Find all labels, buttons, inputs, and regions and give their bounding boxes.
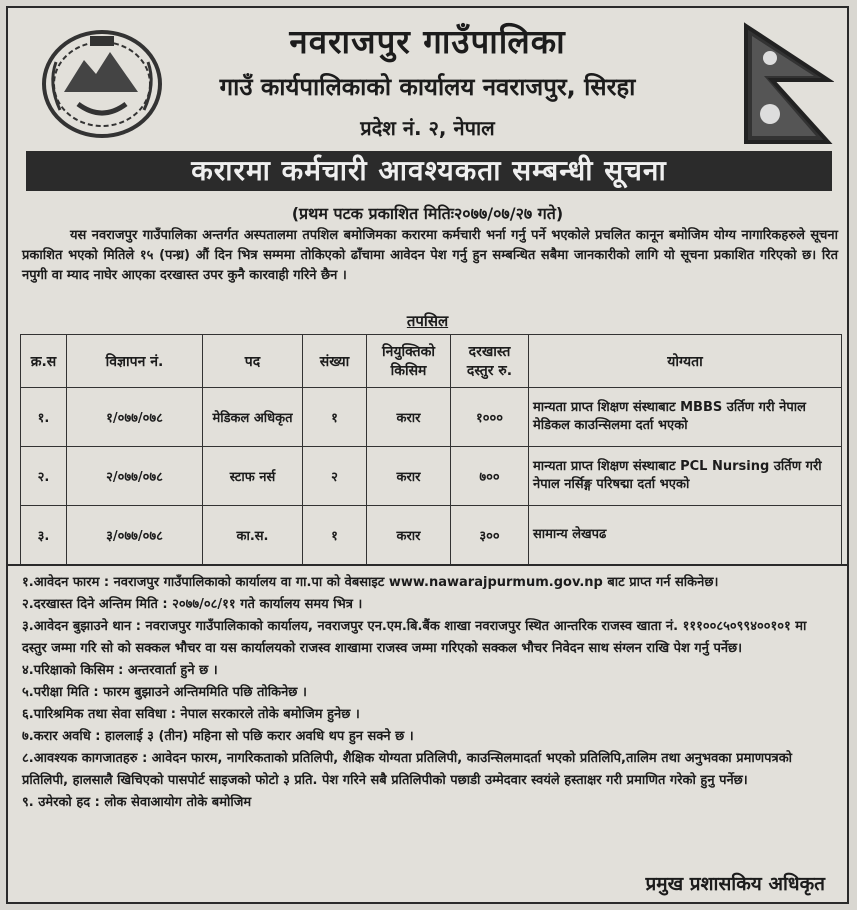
cell-post: स्टाफ नर्स xyxy=(203,447,303,506)
cell-qualification: मान्यता प्राप्त शिक्षण संस्थाबाट PCL Nursing उर्तिण गरी नेपाल नर्सिङ्ग परिषद्मा दर्ता भएको xyxy=(529,447,842,506)
col-header-type: नियुक्तिको किसिम xyxy=(367,335,451,388)
table-header-row xyxy=(21,335,842,388)
note-application-form: १.आवेदन फारम : नवराजपुर गाउँपालिकाको कार्यालय वा गा.पा को वेबसाइट www.nawarajpurmum.gov.np बाट प्राप्त गर्न सकिनेछ। xyxy=(22,575,719,590)
cell-ad-no: ३/०७७/०७८ xyxy=(67,506,203,565)
cell-count: १ xyxy=(303,388,367,447)
cell-ad-no: १/०७७/०७८ xyxy=(67,388,203,447)
cell-fee: ३०० xyxy=(451,506,529,565)
signatory-title: प्रमुख प्रशासकिय अधिकृत xyxy=(645,873,825,895)
col-header-qualification: योग्यता xyxy=(529,335,842,388)
vacancy-table xyxy=(20,334,842,565)
note-deadline: २.दरखास्त दिने अन्तिम मिति : २०७७/०८/११ गते कार्यालय समय भित्र । xyxy=(22,597,363,612)
note-required-documents: ८.आवश्यक कागजातहरु : आवेदन फारम, नागरिकताको प्रतिलिपी, शैक्षिक योग्यता प्रतिलिपी, काउन्सिलमादर्ता भएको प्रतिलिपि,तालिम तथा अनुभवका प्रमाणपत्रको प्रतिलिपी, हालसालै खिचिएको पासपोर्ट साइजको फोटो ३ प्रति. पेश गरिने सबै प्रतिलिपीको पछाडी उम्मेदवार स्वयंले हस्ताक्षर गरी प्रमाणित गरेको हुनु पर्नेछ। xyxy=(22,751,793,788)
cell-sn: २. xyxy=(21,447,67,506)
cell-qualification: सामान्य लेखपढ xyxy=(529,506,842,565)
cell-type: करार xyxy=(367,388,451,447)
note-age-limit: ९. उमेरको हद : लोक सेवाआयोग तोके बमोजिम xyxy=(22,795,252,810)
table-row xyxy=(21,388,842,447)
table-row xyxy=(21,447,842,506)
col-header-post: पद xyxy=(203,335,303,388)
col-header-ad-no: विज्ञापन नं. xyxy=(67,335,203,388)
cell-sn: १. xyxy=(21,388,67,447)
note-exam-type: ४.परिक्षाको किसिम : अन्तरवार्ता हुने छ । xyxy=(22,663,218,678)
notice-page xyxy=(6,6,849,904)
notice-banner: करारमा कर्मचारी आवश्यकता सम्बन्धी सूचना xyxy=(26,151,832,191)
note-contract-period: ७.करार अवधि : हाललाई ३ (तीन) महिना सो पछि करार अवधि थप हुन सक्ने छ । xyxy=(22,729,414,744)
col-header-count: संख्या xyxy=(303,335,367,388)
schedule-heading-text: तपसिल xyxy=(406,312,449,330)
cell-post: का.स. xyxy=(203,506,303,565)
cell-sn: ३. xyxy=(21,506,67,565)
note-exam-date: ५.परीक्षा मिति : फारम बुझाउने अन्तिममिति पछि तोकिनेछ । xyxy=(22,685,307,700)
notes-section xyxy=(8,564,847,814)
cell-fee: ७०० xyxy=(451,447,529,506)
province-line: प्रदेश नं. २, नेपाल xyxy=(360,116,495,140)
note-remuneration: ६.पारिश्रमिक तथा सेवा सविधा : नेपाल सरकारले तोके बमोजिम हुनेछ । xyxy=(22,707,360,722)
cell-post: मेडिकल अधिकृत xyxy=(203,388,303,447)
org-title: नवराजपुर गाउँपालिका xyxy=(289,22,566,61)
table-row xyxy=(21,506,842,565)
nepal-flag-icon xyxy=(742,22,834,146)
cell-qualification: मान्यता प्राप्त शिक्षण संस्थाबाट MBBS उर्तिण गरी नेपाल मेडिकल काउन्सिलमा दर्ता भएको xyxy=(529,388,842,447)
office-name: गाउँ कार्यपालिकाको कार्यालय नवराजपुर, सिरहा xyxy=(219,73,636,101)
col-header-sn: क्र.स xyxy=(21,335,67,388)
intro-paragraph xyxy=(22,226,838,286)
cell-count: २ xyxy=(303,447,367,506)
intro-text: यस नवराजपुर गाउँपालिका अन्तर्गत अस्पतालमा तपशिल बमोजिमका करारमा कर्मचारी भर्ना गर्नु पर्ने भएकोले प्रचलित कानून बमोजिम योग्य नागारिकहरुले सूचना प्रकाशित भएको मितिले १५ (पन्ध्र) औं दिन भित्र सम्ममा तोकिएको ढाँचामा आवेदन पेश गर्नु हुन सम्बन्धित सबैमा जानकारीको लागि यो सूचना प्रकाशित गरिएको छ। रित नपुगी वा म्याद नाघेर आएका दरखास्त उपर कुनै कारवाही गरिने छैन । xyxy=(22,228,838,283)
cell-ad-no: २/०७७/०७८ xyxy=(67,447,203,506)
notice-header xyxy=(8,8,847,148)
note-submission-place: ३.आवेदन बुझाउने थान : नवराजपुर गाउँपालिकाको कार्यालय, नवराजपुर एन.एम.बि.बैंक शाखा नवराजपुर स्थित आन्तरिक राजस्व खाता नं. १११००८५०९९४००१०१ मा दस्तुर जम्मा गरि सो को सक्कल भौचर वा यस कार्यालयको राजस्व शाखामा राजस्व जम्मा गरिएको सक्कल भौचर निवेदन साथ संग्लन राखि पेश गर्नु पर्नेछ। xyxy=(22,619,807,656)
cell-count: १ xyxy=(303,506,367,565)
schedule-heading xyxy=(8,311,847,331)
cell-type: करार xyxy=(367,506,451,565)
published-date: (प्रथम पटक प्रकाशित मितिः२०७७/०७/२७ गते) xyxy=(291,204,564,223)
cell-type: करार xyxy=(367,447,451,506)
col-header-fee: दरखास्त दस्तुर रु. xyxy=(451,335,529,388)
cell-fee: १००० xyxy=(451,388,529,447)
